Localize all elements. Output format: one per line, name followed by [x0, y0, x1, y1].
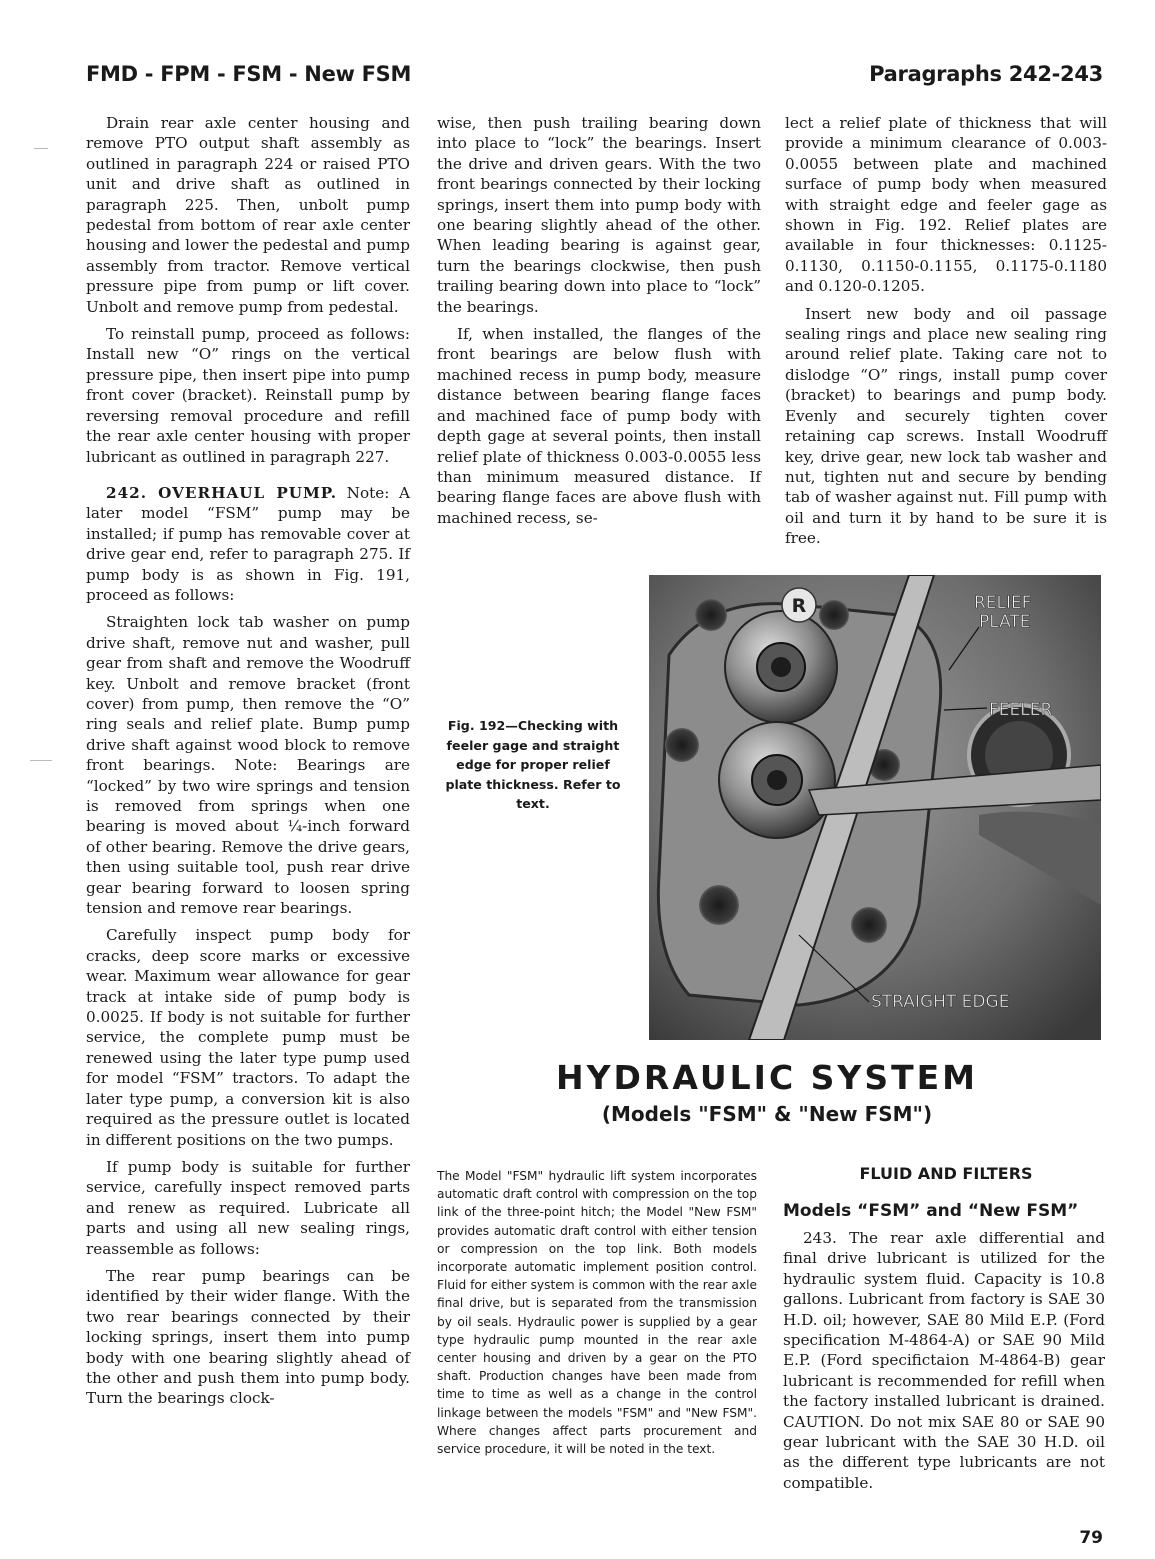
paragraph: If, when installed, the flanges of the front bearings are below flush with machined recess in pump body, measure distance between bearing flange faces and machined face of pump body with depth gage at several points, then install relief plate of thickness 0.003-0.0055 less than minimum measured distance. If bearing flange faces are above flush with machined recess, se-: [437, 325, 761, 527]
paragraph-243: 243. The rear axle differential and final drive lubricant is utilized for the hydraulic system fluid. Capacity is 10.8 gallons. Lubricant from factory is SAE 30 H.D. oil; however, SAE 80 Mild E.P. (Ford specification M-4864-A) or SAE 90 Mild E.P. (Ford specifictaion M-4864-B) gear lubricant is recommended for refill when the factory installed lubricant is drained. CAUTION. Do not mix SAE 80 or SAE 90 gear lubricant with the SAE 30 H.D. oil as the different type lubricants are not compatible.: [783, 1229, 1105, 1492]
label-r: R: [791, 595, 807, 617]
bolt-hole: [851, 907, 887, 943]
paragraph: Drain rear axle center housing and remove PTO output shaft assembly as outlined in paragraph 224 or raised PTO unit and drive shaft as outlined in paragraph 225. Then, unbolt pump pedestal from bottom of rear axle center housing and lower the pedestal and pump assembly from tractor. Remove vertical pressure pipe from pump or lift cover. Unbolt and remove pump from pedestal.: [86, 114, 410, 316]
paragraph: lect a relief plate of thickness that will provide a minimum clearance of 0.003-0.0055 between plate and machined surface of pump body when measured with straight edge and feeler gage as shown in Fig. 192. Relief plates are available in four thicknesses: 0.1125-0.1130, 0.1150-0.1155, 0.1175-0.1180 and 0.120-0.1205.: [785, 114, 1107, 296]
paragraph-text: Note: A later model “FSM” pump may be installed; if pump has removable cover at drive gear end, refer to paragraph 275. If pump body is as shown in Fig. 191, proceed as follows:: [86, 483, 410, 604]
margin-mark: [30, 760, 52, 761]
bolt-hole: [819, 600, 849, 630]
text-column-3: [785, 113, 1107, 549]
label-straight-edge: STRAIGHT EDGE: [871, 992, 1010, 1012]
bearing-center: [767, 770, 787, 790]
paragraph: The rear pump bearings can be identified by their wider flange. With the two rear bearings connected by their locking springs, insert them into pump body with one bearing slightly ahead of the other and push them into pump body. Turn the bearings clock-: [86, 1266, 410, 1408]
bearing-center: [771, 657, 791, 677]
hydraulic-intro: The Model "FSM" hydraulic lift system incorporates automatic draft control with compression on the top link of the three-point hitch; the Model "New FSM" provides automatic draft control with either tension or compression on the top link. Both models incorporate automatic implement position control. Fluid for either system is common with the rear axle final drive, but is separated from the transmission by oil seals. Hydraulic power is supplied by a gear type hydraulic pump mounted in the rear axle center housing and driven by a gear on the PTO shaft. Production changes have been made from time to time as well as a change in the control linkage between the models "FSM" and "New FSM". Where changes affect parts procurement and service procedure, it will be noted in the text.: [437, 1169, 757, 1457]
page-number: 79: [1079, 1528, 1103, 1548]
label-feeler: FEELER: [989, 700, 1053, 720]
bolt-hole: [699, 885, 739, 925]
text-column-1: [86, 113, 410, 1409]
paragraph: To reinstall pump, proceed as follows: Install new “O” rings on the vertical pressure pipe, then insert pipe into pump front cover (bracket). Reinstall pump by reversing removal procedure and refill the rear axle center housing with proper lubricant as outlined in paragraph 227.: [86, 325, 410, 466]
paragraph: Carefully inspect pump body for cracks, deep score marks or excessive wear. Maximum wear allowance for gear track at intake side of pump body is 0.0025. If body is not suitable for further service, the complete pump must be renewed using the later type pump used for model “FSM” tractors. To adapt the later type pump, a conversion kit is also required as the pressure outlet is located in different positions on the two pumps.: [86, 926, 410, 1149]
bolt-hole: [695, 599, 727, 631]
section-title: HYDRAULIC SYSTEM: [556, 1058, 978, 1097]
paragraph-242: [86, 483, 410, 605]
paragraph: If pump body is suitable for further service, carefully inspect removed parts and renew as required. Lubricate all parts and using all new sealing rings, reassemble as follows:: [86, 1157, 410, 1258]
paragraph: Insert new body and oil passage sealing rings and place new sealing ring around relief plate. Taking care not to dislodge “O” rings, install pump cover (bracket) to bearings and pump body. Evenly and securely tighten cover retaining cap screws. Install Woodruff key, drive gear, new lock tab washer and nut, tighten nut and secure by bending tab of washer against nut. Fill pump with oil and turn it by hand to be sure it is free.: [785, 304, 1107, 548]
pump-photo-figure: [649, 575, 1101, 1040]
fluid-text: [783, 1228, 1105, 1493]
fluid-filters-heading: FLUID AND FILTERS: [859, 1164, 1033, 1183]
paragraph: Straighten lock tab washer on pump drive shaft, remove nut and washer, pull gear from shaft and remove the Woodruff key. Unbolt and remove bracket (front cover) from pump, then remove the “O” ring seals and relief plate. Bump pump drive shaft against wood block to remove front bearings. Note: Bearings are “locked” by two wire springs and tension is removed from springs when one bearing is moved about ¼-inch forward of other bearing. Remove the drive gears, then using suitable tool, push rear drive gear bearing forward to loosen spring tension and remove rear bearings.: [86, 613, 410, 918]
label-relief: RELIEF: [974, 593, 1032, 613]
paragraph: wise, then push trailing bearing down into place to “lock” the bearings. Insert the drive and driven gears. With the two front bearings connected by their locking springs, insert them into pump body with one bearing slightly ahead of the other. When leading bearing is against gear, turn the bearings clockwise, then push trailing bearing down into place to “lock” the bearings.: [437, 114, 761, 316]
label-plate: PLATE: [979, 612, 1031, 632]
running-header-right: Paragraphs 242-243: [869, 62, 1103, 86]
bolt-hole: [665, 728, 699, 762]
models-subheading: Models “FSM” and “New FSM”: [783, 1201, 1079, 1221]
section-heading-242: 242. OVERHAUL PUMP.: [106, 483, 337, 502]
running-header-left: FMD - FPM - FSM - New FSM: [86, 62, 412, 86]
section-subtitle: (Models "FSM" & "New FSM"): [601, 1102, 933, 1126]
text-column-2: [437, 113, 761, 528]
margin-mark: [34, 148, 48, 149]
figure-caption: Fig. 192—Checking with feeler gage and straight edge for proper relief plate thickness. Refer to text.: [445, 718, 621, 811]
